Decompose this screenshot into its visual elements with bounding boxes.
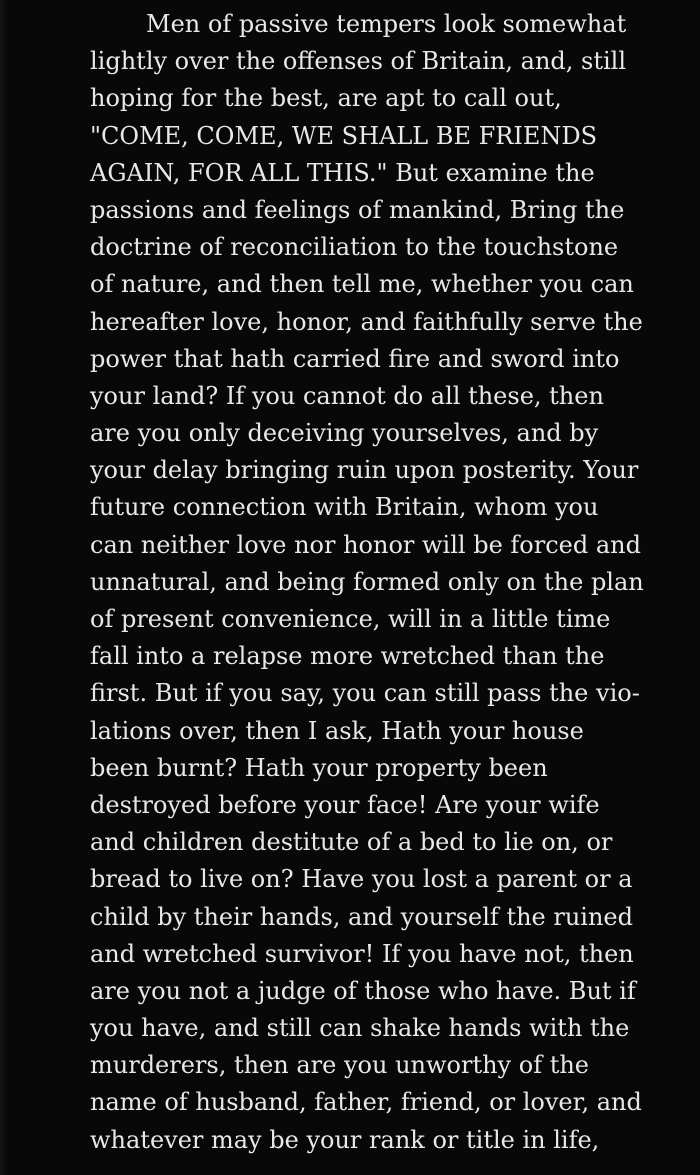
text-line: hoping for the best, are apt to call out,	[90, 84, 562, 113]
text-line: of nature, and then tell me, whether you can	[90, 270, 634, 299]
text-line: unnatural, and being formed only on the plan	[90, 567, 644, 596]
text-line: name of husband, father, friend, or lover, and	[90, 1088, 642, 1117]
body-text	[90, 6, 690, 1159]
text-line: lations over, then I ask, Hath your house	[90, 716, 584, 745]
text-line: of present convenience, will in a little time	[90, 605, 611, 633]
text-line: whatever may be your rank or title in life,	[90, 1125, 600, 1154]
text-line: destroyed before your face! Are your wife	[90, 790, 600, 819]
text-line: hereafter love, honor, and faithfully serve the	[90, 307, 643, 336]
text-line: Men of passive tempers look somewhat	[146, 10, 627, 38]
text-line: your delay bringing ruin upon posterity. Your	[90, 456, 639, 485]
text-line: power that hath carried fire and sword into	[90, 344, 620, 373]
text-line: future connection with Britain, whom you	[90, 493, 599, 522]
text-line: fall into a relapse more wretched than the	[90, 642, 605, 671]
page-edge-shadow	[0, 0, 8, 1175]
text-line: and children destitute of a bed to lie on, or	[90, 828, 613, 857]
text-line: AGAIN, FOR ALL THIS." But examine the	[90, 158, 595, 187]
text-line: can neither love nor honor will be forced and	[90, 530, 641, 559]
text-line: first. But if you say, you can still pass the vio-	[90, 679, 640, 708]
text-line: been burnt? Hath your property been	[90, 753, 548, 782]
text-line: passions and feelings of mankind, Bring the	[90, 195, 625, 224]
text-line: are you not a judge of those who have. But if	[90, 976, 636, 1005]
text-line: lightly over the offenses of Britain, and, still	[90, 47, 627, 76]
text-line: you have, and still can shake hands with the	[90, 1014, 630, 1043]
text-line: bread to live on? Have you lost a parent or a	[90, 865, 633, 894]
text-line: murderers, then are you unworthy of the	[90, 1051, 590, 1080]
text-line: child by their hands, and yourself the ruined	[90, 902, 633, 931]
text-line: "COME, COME, WE SHALL BE FRIENDS	[90, 121, 598, 150]
text-line: are you only deceiving yourselves, and by	[90, 419, 599, 448]
text-line: and wretched survivor! If you have not, then	[90, 939, 634, 968]
text-line: your land? If you cannot do all these, then	[90, 381, 604, 410]
text-line: doctrine of reconciliation to the touchstone	[90, 233, 619, 262]
